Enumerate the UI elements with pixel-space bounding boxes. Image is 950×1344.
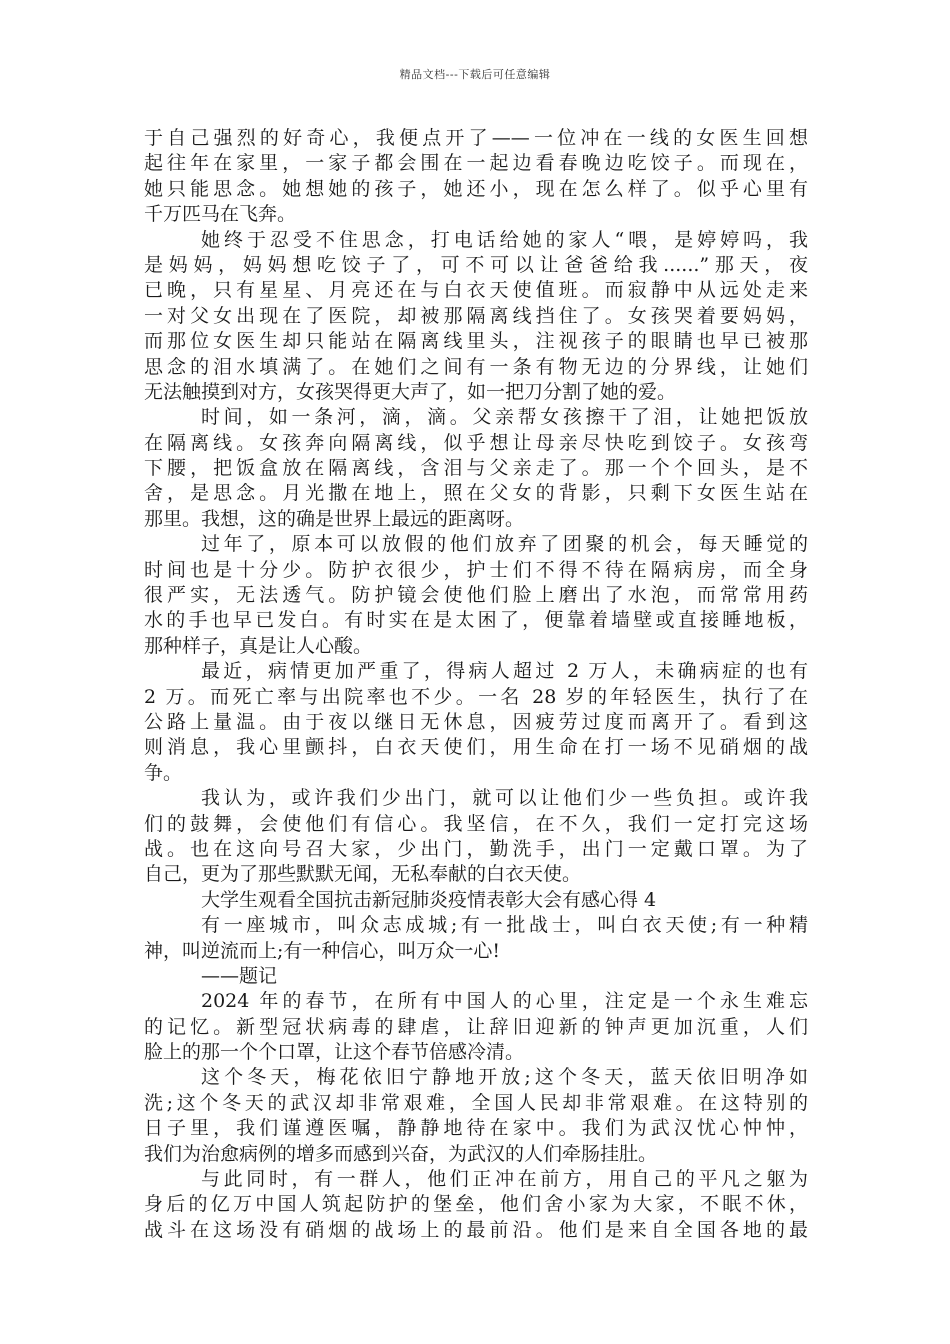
text-line: 很严实，无法透气。防护镜会使他们脸上磨出了水泡，而常常用药	[144, 584, 808, 607]
text-line: 这个冬天，梅花依旧宁静地开放;这个冬天，蓝天依旧明净如	[201, 1066, 808, 1089]
text-line: 在隔离线。女孩奔向隔离线，似乎想让母亲尽快吃到饺子。女孩弯	[144, 431, 808, 454]
text-line: 她终于忍受不住思念，打电话给她的家人“喂，是婷婷吗，我	[201, 228, 808, 251]
text-line: 日子里，我们谨遵医嘱，静静地待在家中。我们为武汉忧心忡忡，	[144, 1117, 808, 1140]
text-line: 脸上的那一个个口罩，让这个春节倍感冷清。	[144, 1041, 525, 1064]
text-line: 于自己强烈的好奇心，我便点开了——一位冲在一线的女医生回想	[144, 127, 808, 149]
text-line: 千万匹马在飞奔。	[144, 203, 297, 226]
text-line: 2 万。而死亡率与出院率也不少。一名 28 岁的年轻医生，执行了在	[144, 685, 808, 708]
text-line: 下腰，把饭盒放在隔离线，含泪与父亲走了。那一个个回头，是不	[144, 457, 808, 480]
text-line: 时间，如一条河，滴，滴。父亲帮女孩擦干了泪，让她把饭放	[201, 406, 808, 429]
text-line: 舍，是思念。月光撒在地上，照在父女的背影，只剩下女医生站在	[144, 482, 808, 505]
text-line: 则消息，我心里颤抖，白衣天使们，用生命在打一场不见硝烟的战	[144, 736, 808, 759]
text-line: 我们为治愈病例的增多而感到兴奋，为武汉的人们牵肠挂肚。	[144, 1142, 658, 1165]
text-line: 有一座城市，叫众志成城;有一批战士，叫白衣天使;有一种精	[201, 914, 808, 937]
text-line: 起往年在家里，一家子都会围在一起边看春晚边吃饺子。而现在，	[144, 152, 808, 175]
text-line: 是妈妈，妈妈想吃饺子了，可不可以让爸爸给我......”那天，夜	[144, 253, 808, 276]
text-line: 身后的亿万中国人筑起防护的堡垒，他们舍小家为大家，不眠不休，	[144, 1193, 808, 1216]
text-line: 那种样子，真是让人心酸。	[144, 634, 373, 657]
text-line: 洗;这个冬天的武汉却非常艰难，全国人民却非常艰难。在这特别的	[144, 1091, 808, 1114]
text-line: 争。	[144, 761, 183, 784]
text-line: 与此同时，有一群人，他们正冲在前方，用自己的平凡之躯为	[201, 1168, 808, 1191]
text-line: 一对父女出现在了医院，却被那隔离线挡住了。女孩哭着要妈妈，	[144, 304, 808, 327]
section-title: 大学生观看全国抗击新冠肺炎疫情表彰大会有感心得 4	[201, 888, 657, 911]
document-body	[144, 126, 808, 1243]
text-line: 水的手也早已发白。有时实在是太困了，便靠着墙壁或直接睡地板，	[144, 609, 808, 632]
text-line: 的记忆。新型冠状病毒的肆虐，让辞旧迎新的钟声更加沉重，人们	[144, 1015, 808, 1038]
text-line: 们的鼓舞，会使他们有信心。我坚信，在不久，我们一定打完这场	[144, 812, 808, 835]
epigraph-attribution: ——题记	[201, 964, 278, 987]
text-line: 思念的泪水填满了。在她们之间有一条有物无边的分界线，让她们	[144, 355, 808, 378]
text-line: 她只能思念。她想她的孩子，她还小，现在怎么样了。似乎心里有	[144, 177, 808, 200]
text-line: 我认为，或许我们少出门，就可以让他们少一些负担。或许我	[201, 787, 808, 810]
text-line: 那里。我想，这的确是世界上最远的距离呀。	[144, 507, 525, 530]
text-line: 最近，病情更加严重了，得病人超过 2 万人，未确病症的也有	[201, 660, 808, 683]
text-line: 战斗在这场没有硝烟的战场上的最前沿。他们是来自全国各地的最	[144, 1218, 808, 1241]
text-line: 自己，更为了那些默默无闻，无私奉献的白衣天使。	[144, 863, 582, 886]
text-line: 战。也在这向号召大家，少出门，勤洗手，出门一定戴口罩。为了	[144, 837, 808, 860]
text-line: 已晚，只有星星、月亮还在与白衣天使值班。而寂静中从远处走来	[144, 279, 808, 302]
text-line: 无法触摸到对方，女孩哭得更大声了，如一把刀分割了她的爱。	[144, 380, 677, 403]
text-line: 而那位女医生却只能站在隔离线里头，注视孩子的眼睛也早已被那	[144, 330, 808, 353]
page-header: 精品文档---下载后可任意编辑	[399, 68, 551, 81]
text-line: 过年了，原本可以放假的他们放弃了团聚的机会，每天睡觉的	[201, 533, 808, 556]
text-line: 神，叫逆流而上;有一种信心，叫万众一心!	[144, 939, 501, 962]
text-line: 时间也是十分少。防护衣很少，护士们不得不待在隔病房，而全身	[144, 558, 808, 581]
text-line: 公路上量温。由于夜以继日无休息，因疲劳过度而离开了。看到这	[144, 710, 808, 733]
text-line: 2024 年的春节，在所有中国人的心里，注定是一个永生难忘	[201, 990, 808, 1013]
